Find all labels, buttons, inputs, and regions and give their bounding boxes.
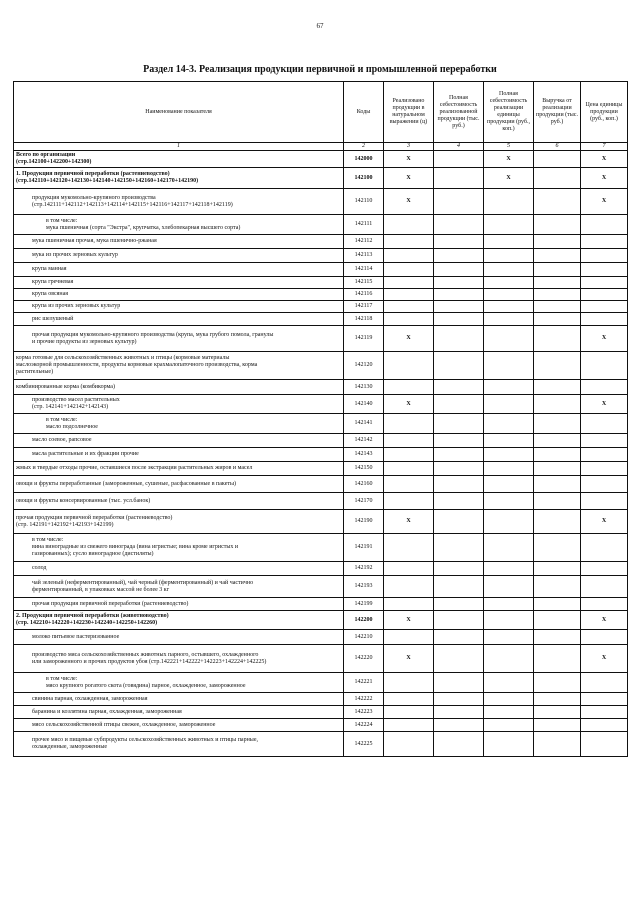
cell-c6 bbox=[534, 301, 581, 313]
table-row bbox=[14, 414, 628, 434]
header-c4: Полная себестоимость реализованной продукции (тыс. руб.) bbox=[434, 82, 484, 143]
row-code: 142199 bbox=[344, 598, 384, 611]
cell-c4 bbox=[434, 395, 484, 414]
header-c6: Выручка от реализации продукции (тыс. руб.) bbox=[534, 82, 581, 143]
cell-c7 bbox=[581, 630, 628, 645]
cell-c7 bbox=[581, 534, 628, 562]
cell-c7: X bbox=[581, 645, 628, 673]
cell-c4 bbox=[434, 732, 484, 757]
cell-c3: X bbox=[384, 189, 434, 215]
table-row bbox=[14, 630, 628, 645]
cell-c5 bbox=[484, 395, 534, 414]
cell-c4 bbox=[434, 326, 484, 352]
table-row bbox=[14, 326, 628, 352]
cell-c7 bbox=[581, 249, 628, 263]
cell-c4 bbox=[434, 380, 484, 395]
cell-c5 bbox=[484, 249, 534, 263]
row-name: комбинированные корма (комбикорма) bbox=[14, 380, 344, 395]
row-code: 142150 bbox=[344, 462, 384, 476]
cell-c4 bbox=[434, 630, 484, 645]
cell-c4 bbox=[434, 313, 484, 326]
cell-c4 bbox=[434, 215, 484, 235]
cell-c5 bbox=[484, 534, 534, 562]
cell-c7 bbox=[581, 719, 628, 732]
row-code: 142143 bbox=[344, 448, 384, 462]
row-code: 142119 bbox=[344, 326, 384, 352]
table-row bbox=[14, 493, 628, 510]
row-name: чай зеленый (неферментированный), чай черный (ферментированный) и чай частично ферментированный, в упаковках массой не более 3 кг bbox=[14, 576, 344, 598]
cell-c3 bbox=[384, 693, 434, 706]
row-name: прочая продукция первичной переработки (растениеводство) (стр. 142191+142192+142193+142199) bbox=[14, 510, 344, 534]
cell-c7 bbox=[581, 706, 628, 719]
cell-c6 bbox=[534, 151, 581, 168]
row-code: 142220 bbox=[344, 645, 384, 673]
column-number: 7 bbox=[581, 143, 628, 151]
table-row bbox=[14, 301, 628, 313]
table-row bbox=[14, 434, 628, 448]
cell-c6 bbox=[534, 326, 581, 352]
row-name: корма готовые для сельскохозяйственных животных и птицы (кормовые материалы маслоэкорной промышленности, продукты кормовые крахмалопаточного производства, корма растительные) bbox=[14, 352, 344, 380]
page-number: 67 bbox=[316, 22, 324, 30]
cell-c5 bbox=[484, 235, 534, 249]
cell-c7: X bbox=[581, 189, 628, 215]
cell-c6 bbox=[534, 313, 581, 326]
section-title: Раздел 14-3. Реализация продукции первичной и промышленной переработки bbox=[143, 64, 497, 75]
cell-c7 bbox=[581, 301, 628, 313]
cell-c7: X bbox=[581, 151, 628, 168]
cell-c3 bbox=[384, 598, 434, 611]
cell-c5 bbox=[484, 562, 534, 576]
table-row bbox=[14, 395, 628, 414]
table-row bbox=[14, 249, 628, 263]
row-name: солод bbox=[14, 562, 344, 576]
cell-c3 bbox=[384, 263, 434, 277]
row-code: 142000 bbox=[344, 151, 384, 168]
cell-c5 bbox=[484, 313, 534, 326]
cell-c7 bbox=[581, 448, 628, 462]
cell-c3 bbox=[384, 414, 434, 434]
cell-c4 bbox=[434, 462, 484, 476]
row-name: 1. Продукция первичной переработки (растениеводство) (стр.142110+142120+142130+142140+142150+142160+142170+142190) bbox=[14, 168, 344, 189]
table-row bbox=[14, 598, 628, 611]
cell-c3: X bbox=[384, 168, 434, 189]
cell-c7 bbox=[581, 352, 628, 380]
cell-c4 bbox=[434, 598, 484, 611]
row-code: 142100 bbox=[344, 168, 384, 189]
cell-c7 bbox=[581, 598, 628, 611]
table-row bbox=[14, 313, 628, 326]
cell-c4 bbox=[434, 510, 484, 534]
cell-c5 bbox=[484, 326, 534, 352]
row-name: производство мяса сельскохозяйственных животных парного, остывшего, охлажденного или замороженного и прочих продуктов убоя (стр.142221+142222+142223+142224+142225) bbox=[14, 645, 344, 673]
cell-c3 bbox=[384, 448, 434, 462]
cell-c3: X bbox=[384, 645, 434, 673]
row-name: овощи и фрукты переработанные (замороженные, сушеные, расфасованные в пакеты) bbox=[14, 476, 344, 493]
row-name: 2. Продукция первичной переработки (животноводство) (стр. 142210+142220+142230+142240+142250+142260) bbox=[14, 611, 344, 630]
cell-c3 bbox=[384, 277, 434, 289]
cell-c3 bbox=[384, 562, 434, 576]
report-table bbox=[13, 81, 628, 757]
row-name: овощи и фрукты консервированные (тыс. усл.банок) bbox=[14, 493, 344, 510]
cell-c5 bbox=[484, 598, 534, 611]
table-row bbox=[14, 673, 628, 693]
cell-c3 bbox=[384, 462, 434, 476]
table-row bbox=[14, 289, 628, 301]
table-row bbox=[14, 235, 628, 249]
table-row bbox=[14, 352, 628, 380]
row-code: 142111 bbox=[344, 215, 384, 235]
cell-c7 bbox=[581, 476, 628, 493]
cell-c3: X bbox=[384, 151, 434, 168]
cell-c6 bbox=[534, 706, 581, 719]
cell-c5 bbox=[484, 611, 534, 630]
cell-c7 bbox=[581, 380, 628, 395]
table-row bbox=[14, 645, 628, 673]
cell-c7 bbox=[581, 693, 628, 706]
cell-c5 bbox=[484, 576, 534, 598]
row-name: крупа овсяная bbox=[14, 289, 344, 301]
row-code: 142190 bbox=[344, 510, 384, 534]
cell-c6 bbox=[534, 395, 581, 414]
cell-c7 bbox=[581, 277, 628, 289]
cell-c5 bbox=[484, 289, 534, 301]
cell-c7 bbox=[581, 215, 628, 235]
cell-c3 bbox=[384, 630, 434, 645]
table-row bbox=[14, 380, 628, 395]
cell-c5 bbox=[484, 493, 534, 510]
table-row bbox=[14, 534, 628, 562]
cell-c6 bbox=[534, 168, 581, 189]
row-name: продукция мукомольно-крупяного производства (стр.142111+142112+142113+142114+142115+142116+142117+142118+142119) bbox=[14, 189, 344, 215]
cell-c4 bbox=[434, 576, 484, 598]
cell-c5 bbox=[484, 380, 534, 395]
cell-c3 bbox=[384, 301, 434, 313]
cell-c3: X bbox=[384, 611, 434, 630]
cell-c5 bbox=[484, 719, 534, 732]
cell-c3 bbox=[384, 576, 434, 598]
cell-c7: X bbox=[581, 510, 628, 534]
cell-c4 bbox=[434, 719, 484, 732]
column-number: 1 bbox=[14, 143, 344, 151]
row-name: прочая продукция мукомольно-крупяного производства (крупа, мука грубого помола, гранулы и прочие продукты из зерновых культур) bbox=[14, 326, 344, 352]
row-code: 142141 bbox=[344, 414, 384, 434]
cell-c4 bbox=[434, 277, 484, 289]
row-code: 142142 bbox=[344, 434, 384, 448]
cell-c3 bbox=[384, 289, 434, 301]
cell-c5: X bbox=[484, 168, 534, 189]
row-name: молоко питьевое пастеризованное bbox=[14, 630, 344, 645]
cell-c4 bbox=[434, 168, 484, 189]
row-name: крупа манная bbox=[14, 263, 344, 277]
row-code: 142116 bbox=[344, 289, 384, 301]
cell-c6 bbox=[534, 732, 581, 757]
table-row bbox=[14, 706, 628, 719]
row-name: Всего по организации (стр.142100+142200+142300) bbox=[14, 151, 344, 168]
cell-c4 bbox=[434, 414, 484, 434]
cell-c7 bbox=[581, 562, 628, 576]
cell-c4 bbox=[434, 289, 484, 301]
cell-c3 bbox=[384, 534, 434, 562]
cell-c4 bbox=[434, 434, 484, 448]
row-code: 142110 bbox=[344, 189, 384, 215]
cell-c5 bbox=[484, 352, 534, 380]
row-code: 142112 bbox=[344, 235, 384, 249]
row-name: рис шелушеный bbox=[14, 313, 344, 326]
cell-c3 bbox=[384, 434, 434, 448]
table-body bbox=[14, 143, 628, 757]
cell-c6 bbox=[534, 719, 581, 732]
cell-c5 bbox=[484, 277, 534, 289]
cell-c5 bbox=[484, 630, 534, 645]
cell-c6 bbox=[534, 630, 581, 645]
cell-c5 bbox=[484, 263, 534, 277]
cell-c4 bbox=[434, 645, 484, 673]
table-row bbox=[14, 719, 628, 732]
cell-c6 bbox=[534, 263, 581, 277]
cell-c3 bbox=[384, 476, 434, 493]
cell-c3 bbox=[384, 352, 434, 380]
row-code: 142170 bbox=[344, 493, 384, 510]
table-row bbox=[14, 448, 628, 462]
row-name: свинина парная, охлажденная, замороженная bbox=[14, 693, 344, 706]
cell-c3 bbox=[384, 719, 434, 732]
cell-c6 bbox=[534, 534, 581, 562]
cell-c7 bbox=[581, 576, 628, 598]
cell-c6 bbox=[534, 277, 581, 289]
row-name: мясо сельскохозяйственной птицы свежее, охлажденное, замороженное bbox=[14, 719, 344, 732]
cell-c4 bbox=[434, 534, 484, 562]
row-name: крупа гречневая bbox=[14, 277, 344, 289]
cell-c6 bbox=[534, 493, 581, 510]
row-code: 142114 bbox=[344, 263, 384, 277]
cell-c7 bbox=[581, 493, 628, 510]
row-name: крупа из прочих зерновых культур bbox=[14, 301, 344, 313]
cell-c6 bbox=[534, 673, 581, 693]
table-row bbox=[14, 562, 628, 576]
cell-c3 bbox=[384, 732, 434, 757]
row-name: прочая продукция первичной переработки (растениеводство) bbox=[14, 598, 344, 611]
cell-c6 bbox=[534, 462, 581, 476]
cell-c5 bbox=[484, 434, 534, 448]
cell-c3 bbox=[384, 313, 434, 326]
cell-c4 bbox=[434, 189, 484, 215]
row-name: прочее мясо и пищевые субпродукты сельскохозяйственных животных и птицы парные, охлажденные, замороженные bbox=[14, 732, 344, 757]
cell-c3 bbox=[384, 235, 434, 249]
cell-c4 bbox=[434, 673, 484, 693]
row-name: в том числе: масло подсолнечное bbox=[14, 414, 344, 434]
cell-c7 bbox=[581, 289, 628, 301]
cell-c7 bbox=[581, 673, 628, 693]
cell-c5 bbox=[484, 215, 534, 235]
cell-c6 bbox=[534, 352, 581, 380]
cell-c6 bbox=[534, 289, 581, 301]
cell-c7 bbox=[581, 263, 628, 277]
cell-c6 bbox=[534, 249, 581, 263]
cell-c7 bbox=[581, 732, 628, 757]
row-name: масло соевое, рапсовое bbox=[14, 434, 344, 448]
cell-c5 bbox=[484, 673, 534, 693]
header-row bbox=[14, 82, 628, 143]
cell-c3 bbox=[384, 493, 434, 510]
table-row bbox=[14, 263, 628, 277]
table-row bbox=[14, 693, 628, 706]
cell-c5 bbox=[484, 645, 534, 673]
cell-c5 bbox=[484, 301, 534, 313]
cell-c5 bbox=[484, 693, 534, 706]
column-number: 2 bbox=[344, 143, 384, 151]
table-row bbox=[14, 476, 628, 493]
cell-c6 bbox=[534, 510, 581, 534]
cell-c3 bbox=[384, 249, 434, 263]
cell-c4 bbox=[434, 693, 484, 706]
table-row bbox=[14, 611, 628, 630]
table-row bbox=[14, 151, 628, 168]
cell-c7: X bbox=[581, 395, 628, 414]
cell-c7 bbox=[581, 313, 628, 326]
cell-c7 bbox=[581, 434, 628, 448]
row-code: 142210 bbox=[344, 630, 384, 645]
cell-c4 bbox=[434, 562, 484, 576]
row-name: мука из прочих зерновых культур bbox=[14, 249, 344, 263]
table-row bbox=[14, 168, 628, 189]
cell-c4 bbox=[434, 263, 484, 277]
row-code: 142130 bbox=[344, 380, 384, 395]
cell-c6 bbox=[534, 476, 581, 493]
row-code: 142192 bbox=[344, 562, 384, 576]
cell-c4 bbox=[434, 706, 484, 719]
cell-c7 bbox=[581, 414, 628, 434]
column-number: 4 bbox=[434, 143, 484, 151]
table-row bbox=[14, 189, 628, 215]
header-c3: Реализовано продукции в натуральном выражении (ц) bbox=[384, 82, 434, 143]
cell-c3 bbox=[384, 215, 434, 235]
cell-c4 bbox=[434, 249, 484, 263]
cell-c4 bbox=[434, 493, 484, 510]
cell-c3: X bbox=[384, 395, 434, 414]
row-name: в том числе: мясо крупного рогатого скота (говядина) парное, охлажденное, замороженное bbox=[14, 673, 344, 693]
cell-c6 bbox=[534, 189, 581, 215]
cell-c5 bbox=[484, 476, 534, 493]
row-code: 142117 bbox=[344, 301, 384, 313]
cell-c7 bbox=[581, 462, 628, 476]
row-code: 142200 bbox=[344, 611, 384, 630]
row-code: 142140 bbox=[344, 395, 384, 414]
cell-c4 bbox=[434, 448, 484, 462]
column-number: 6 bbox=[534, 143, 581, 151]
cell-c6 bbox=[534, 380, 581, 395]
row-code: 142221 bbox=[344, 673, 384, 693]
table-row bbox=[14, 732, 628, 757]
cell-c6 bbox=[534, 434, 581, 448]
cell-c7: X bbox=[581, 168, 628, 189]
header-code: Коды bbox=[344, 82, 384, 143]
cell-c4 bbox=[434, 611, 484, 630]
row-name: мука пшеничная прочая, мука пшенично-ржаная bbox=[14, 235, 344, 249]
row-code: 142118 bbox=[344, 313, 384, 326]
row-name: в том числе: мука пшеничная (сорта "Экстра", крупчатка, хлебопекарная высшего сорта) bbox=[14, 215, 344, 235]
table-row bbox=[14, 277, 628, 289]
cell-c6 bbox=[534, 576, 581, 598]
row-code: 142191 bbox=[344, 534, 384, 562]
cell-c7: X bbox=[581, 611, 628, 630]
row-code: 142160 bbox=[344, 476, 384, 493]
row-name: в том числе: вина виноградные из свежего винограда (вина игристые; вина кроме игристых и газированных); сусло виноградное (дистиляты) bbox=[14, 534, 344, 562]
row-code: 142222 bbox=[344, 693, 384, 706]
table-row bbox=[14, 462, 628, 476]
cell-c6 bbox=[534, 414, 581, 434]
cell-c6 bbox=[534, 448, 581, 462]
cell-c6 bbox=[534, 645, 581, 673]
cell-c6 bbox=[534, 598, 581, 611]
cell-c3 bbox=[384, 706, 434, 719]
header-c5: Полная себестоимость реализации единицы продукции (руб., коп.) bbox=[484, 82, 534, 143]
cell-c4 bbox=[434, 476, 484, 493]
row-code: 142115 bbox=[344, 277, 384, 289]
row-name: жмых и твердые отходы прочие, оставшиеся после экстракции растительных жиров и масел bbox=[14, 462, 344, 476]
cell-c4 bbox=[434, 301, 484, 313]
cell-c4 bbox=[434, 151, 484, 168]
row-code: 142193 bbox=[344, 576, 384, 598]
cell-c3 bbox=[384, 380, 434, 395]
header-name: Наименование показателя bbox=[14, 82, 344, 143]
cell-c5 bbox=[484, 462, 534, 476]
row-code: 142224 bbox=[344, 719, 384, 732]
cell-c5: X bbox=[484, 151, 534, 168]
cell-c6 bbox=[534, 235, 581, 249]
table-row bbox=[14, 576, 628, 598]
row-code: 142113 bbox=[344, 249, 384, 263]
cell-c3: X bbox=[384, 510, 434, 534]
cell-c5 bbox=[484, 189, 534, 215]
cell-c7 bbox=[581, 235, 628, 249]
cell-c5 bbox=[484, 706, 534, 719]
column-numbers-row bbox=[14, 143, 628, 151]
cell-c5 bbox=[484, 448, 534, 462]
row-code: 142223 bbox=[344, 706, 384, 719]
row-name: производство масел растительных (стр. 142141+142142+142143) bbox=[14, 395, 344, 414]
column-number: 5 bbox=[484, 143, 534, 151]
column-number: 3 bbox=[384, 143, 434, 151]
header-c7: Цена единицы продукции (руб., коп.) bbox=[581, 82, 628, 143]
cell-c3 bbox=[384, 673, 434, 693]
row-name: баранина и козлятина парная, охлажденная, замороженная bbox=[14, 706, 344, 719]
row-name: масла растительные и их фракции прочие bbox=[14, 448, 344, 462]
cell-c5 bbox=[484, 732, 534, 757]
cell-c7: X bbox=[581, 326, 628, 352]
cell-c6 bbox=[534, 693, 581, 706]
table-row bbox=[14, 510, 628, 534]
cell-c6 bbox=[534, 215, 581, 235]
cell-c3: X bbox=[384, 326, 434, 352]
cell-c5 bbox=[484, 510, 534, 534]
cell-c5 bbox=[484, 414, 534, 434]
table-row bbox=[14, 215, 628, 235]
row-code: 142225 bbox=[344, 732, 384, 757]
cell-c4 bbox=[434, 235, 484, 249]
cell-c6 bbox=[534, 611, 581, 630]
cell-c4 bbox=[434, 352, 484, 380]
row-code: 142120 bbox=[344, 352, 384, 380]
cell-c6 bbox=[534, 562, 581, 576]
